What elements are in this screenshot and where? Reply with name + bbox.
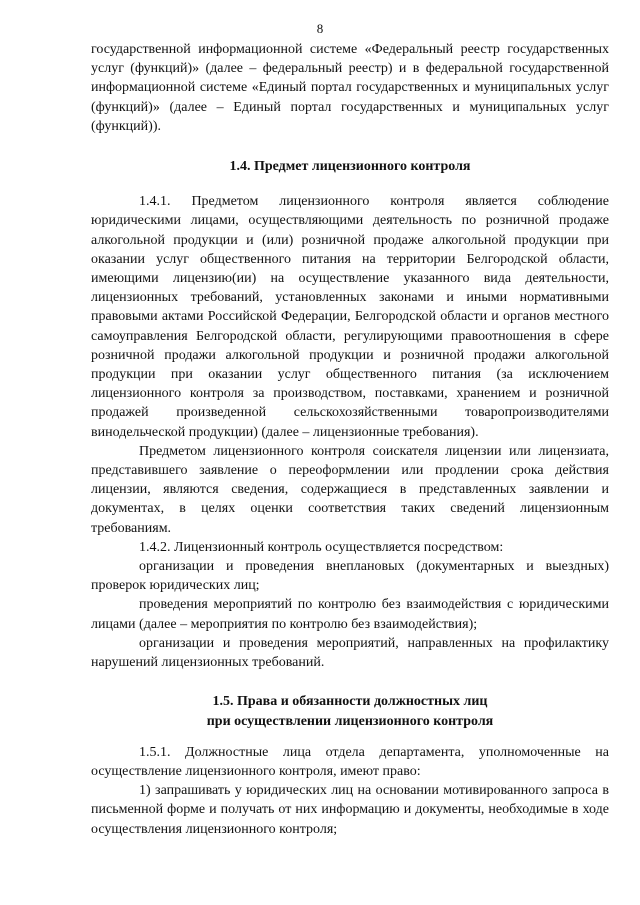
paragraph-inspections: организации и проведения внеплановых (документарных и выездных) проверок юридических лиц;: [91, 559, 609, 594]
section-heading-1-4: 1.4. Предмет лицензионного контроля: [229, 159, 471, 175]
paragraph-1-5-1: 1.5.1. Должностные лица отдела департамента, уполномоченные на осуществление лицензионного контроля, имеют право:: [91, 744, 609, 779]
paragraph-continuation: государственной информационной системе «Федеральный реестр государственных услуг (функций)» (далее – федеральный реестр) и в федеральной государственной информационной системе «Единый портал государственных и муниципальных услуг (функций)» (далее – Единый портал государственных и муниципальных услуг (функций)).: [91, 42, 609, 134]
paragraph-prevention: организации и проведения мероприятий, направленных на профилактику нарушений лицензионных требований.: [91, 635, 609, 671]
page-number: 8: [316, 21, 324, 36]
document-body: [91, 40, 609, 839]
section-heading-1-5: [91, 692, 609, 730]
paragraph-subject-applicant: Предметом лицензионного контроля соискателя лицензии или лицензиата, представившего заявление о переоформлении или продлении срока действия лицензии, являются сведения, содержащиеся в представленных заявлении и документах, в целях оценки соответствия таких сведений лицензионным требованиям.: [91, 443, 609, 536]
section-heading-1-5-line2: при осуществлении лицензионного контроля: [206, 713, 494, 729]
paragraph-1-4-2: 1.4.2. Лицензионный контроль осуществляется посредством:: [139, 539, 504, 555]
paragraph-1-4-1: 1.4.1. Предметом лицензионного контроля является соблюдение юридическими лицами, осуществляющими деятельность по розничной продаже алкогольной продукции и (или) розничной продаже алкогольной продукции при оказании услуг общественного питания на территории Белгородской области, имеющими лицензию(ии) на осуществление указанного вида деятельности, лицензионных требований, установленных законами и иными нормативными правовыми актами Российской Федерации, Белгородской области и органов местного самоуправления Белгородской области, регулирующими правоотношения в сфере розничной продажи алкогольной продукции и розничной продажи алкогольной продукции при оказании услуг общественного питания (за исключением лицензионного контроля за производством, поставками, хранением и розничной продажей произведенной сельскохозяйственными товаропроизводителями винодельческой продукции) (далее – лицензионные требования).: [91, 194, 609, 440]
paragraph-measures-without-interaction: проведения мероприятий по контролю без взаимодействия с юридическими лицами (далее – мероприятия по контролю без взаимодействия);: [91, 597, 609, 632]
paragraph-right-1: 1) запрашивать у юридических лиц на основании мотивированного запроса в письменной форме и получать от них информацию и документы, необходимые в ходе осуществления лицензионного контроля;: [91, 783, 609, 837]
section-heading-1-5-line1: 1.5. Права и обязанности должностных лиц: [212, 694, 488, 710]
